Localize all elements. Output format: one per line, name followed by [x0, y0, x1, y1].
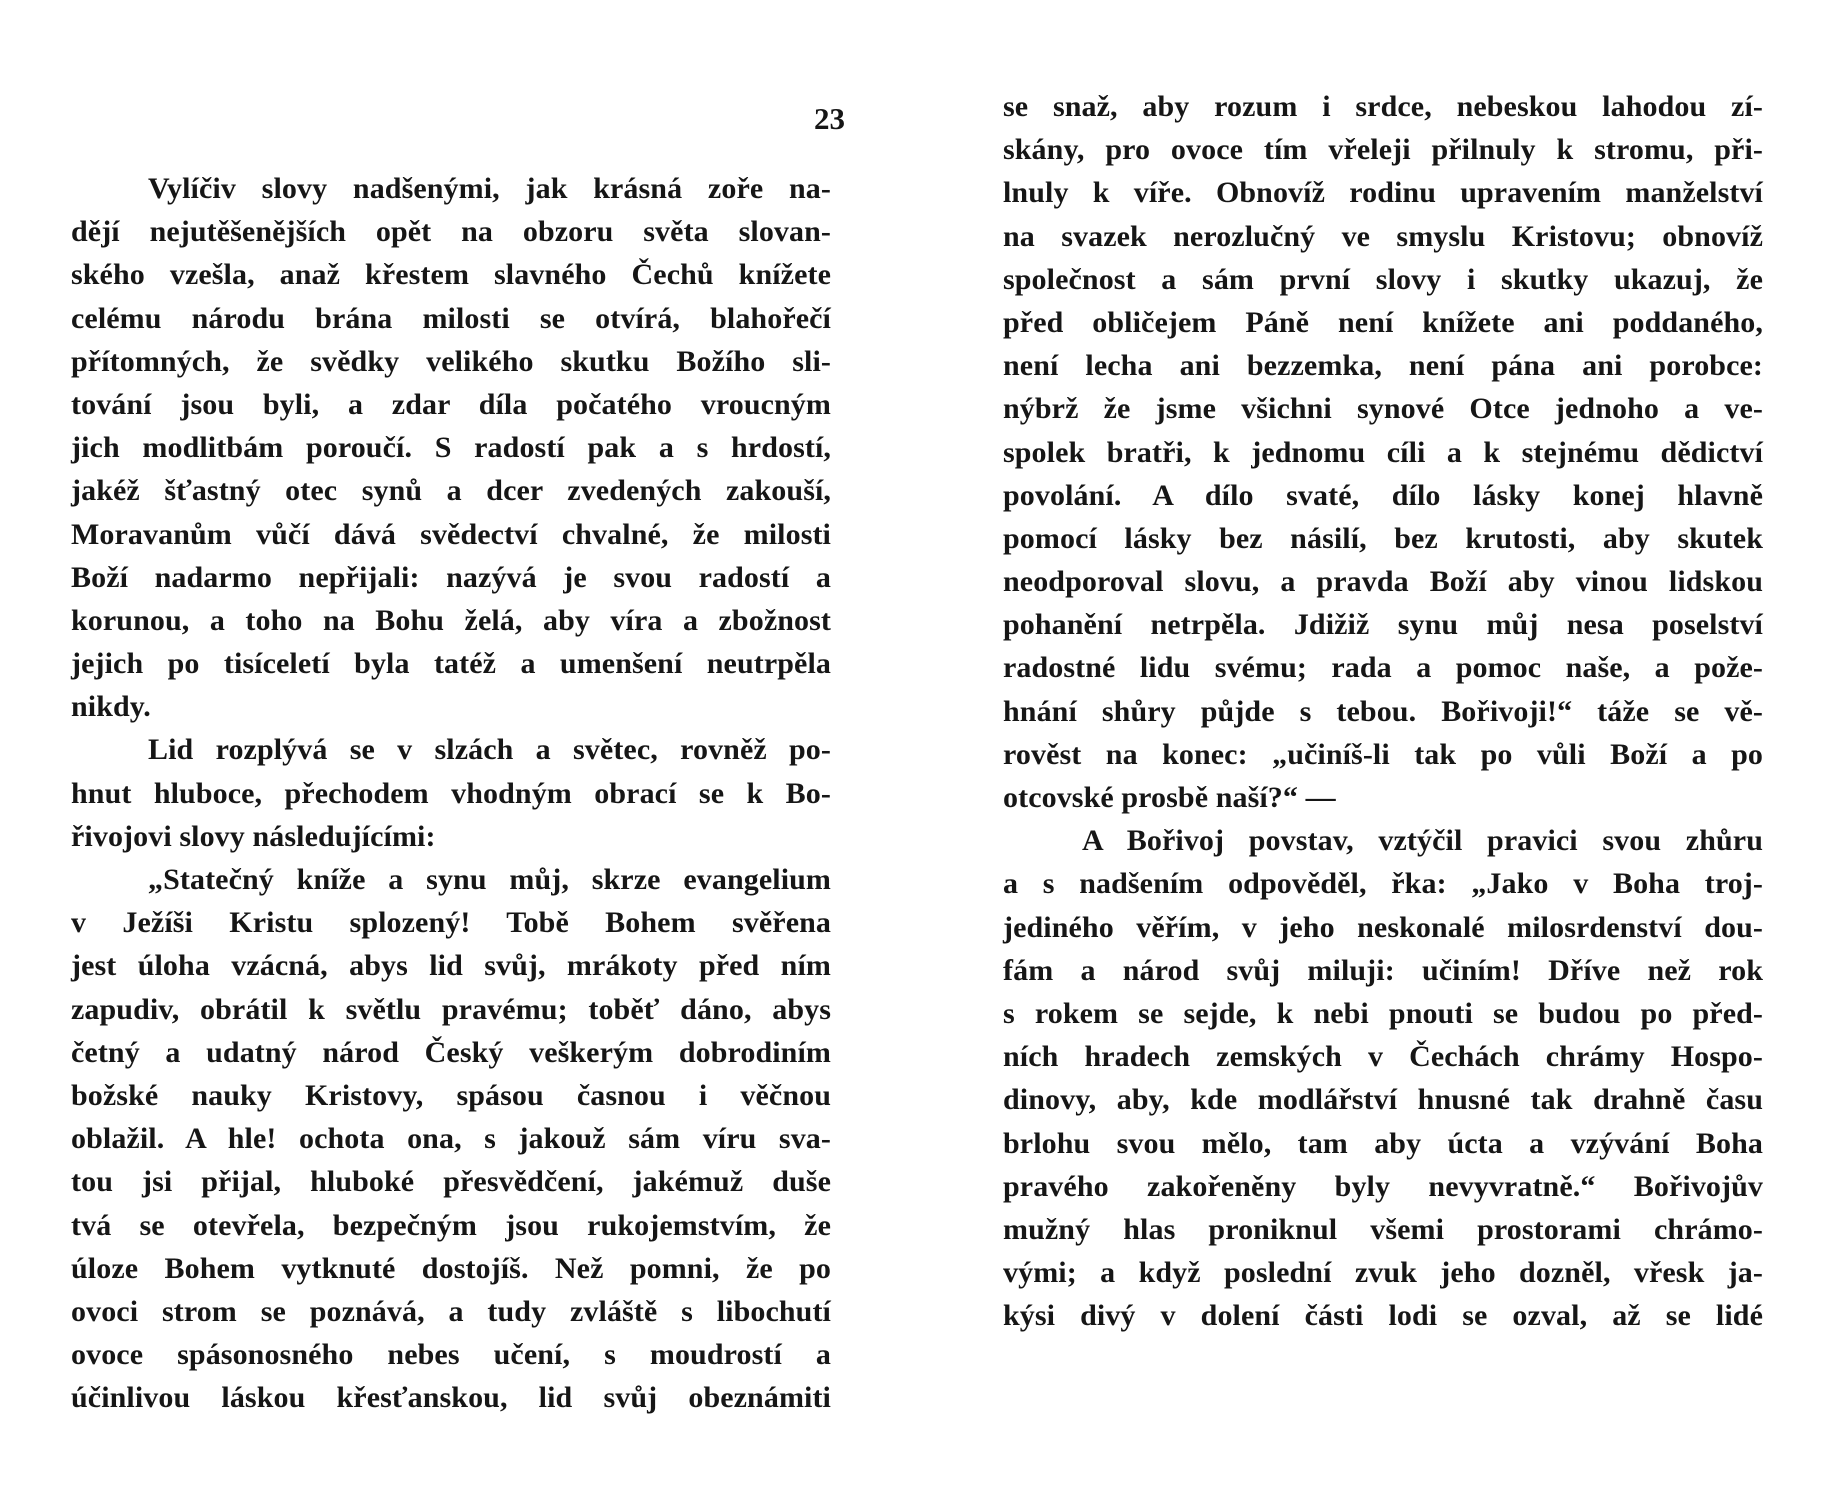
text-line: Moravanům vůčí dává svědectví chvalné, že milosti — [71, 517, 831, 551]
text-line: „Statečný kníže a synu můj, skrze evangelium — [148, 863, 831, 896]
text-line: pomocí lásky bez násilí, bez krutosti, aby skutek — [1003, 521, 1763, 555]
text-line: jakéž šťastný otec synů a dcer zvedených zakouší, — [71, 474, 831, 508]
text-line: povolání. A dílo svaté, dílo lásky konej hlavně — [1003, 478, 1763, 512]
text-line: oblažil. A hle! ochota ona, s jakouž sám víru sva- — [71, 1122, 831, 1156]
text-line: nikdy. — [71, 690, 151, 724]
text-line: a s nadšením odpověděl, řka: „Jako v Boha troj- — [1003, 867, 1763, 901]
text-line: Vylíčiv slovy nadšenými, jak krásná zoře na- — [148, 172, 831, 205]
text-line: úloze Bohem vytknuté dostojíš. Než pomni, že po — [71, 1251, 831, 1285]
text-line: mužný hlas proniknul všemi prostorami chrámo- — [1003, 1212, 1763, 1246]
left-page-text — [71, 167, 831, 1419]
text-line: před obličejem Páně není knížete ani poddaného, — [1003, 305, 1763, 339]
text-line: hnut hluboce, přechodem vhodným obrací se k Bo- — [71, 776, 831, 810]
text-line: není lecha ani bezzemka, není pána ani porobce: — [1003, 349, 1763, 383]
text-line: v Ježíši Kristu splozený! Tobě Bohem svěřena — [71, 906, 831, 940]
text-line: vými; a když poslední zvuk jeho dozněl, vřesk ja- — [1003, 1256, 1763, 1290]
page-number: 23 — [814, 101, 845, 136]
text-line: hnání shůry půjde s tebou. Bořivoji!“ táže se vě- — [1003, 694, 1763, 728]
text-line: ského vzešla, anaž křestem slavného Čechů knížete — [71, 258, 831, 292]
text-line: pohanění netrpěla. Jdižiž synu můj nesa poselství — [1003, 608, 1763, 642]
text-line: fám a národ svůj miluji: učiním! Dříve než rok — [1003, 953, 1763, 987]
text-line: zapudiv, obrátil k světlu pravému; toběť dáno, abys — [71, 992, 831, 1026]
text-line: tvá se otevřela, bezpečným jsou rukojemstvím, že — [71, 1208, 831, 1242]
text-line: tou jsi přijal, hluboké přesvědčení, jakémuž duše — [71, 1165, 831, 1199]
text-line: s rokem se sejde, k nebi pnouti se budou po před- — [1003, 996, 1763, 1030]
text-line: otcovské prosbě naší?“ — — [1003, 781, 1336, 814]
text-line: pravého zakořeněny byly nevyvratně.“ Bořivojův — [1003, 1169, 1763, 1203]
text-line: ovoce spásonosného nebes učení, s moudrostí a — [71, 1338, 831, 1372]
text-line: se snaž, aby rozum i srdce, nebeskou lahodou zí- — [1003, 90, 1763, 123]
text-line: tování jsou byli, a zdar díla počatého vroucným — [71, 387, 831, 421]
text-line: božské nauky Kristovy, spásou časnou i věčnou — [71, 1078, 831, 1112]
text-line: řivojovi slovy následujícími: — [71, 819, 436, 853]
text-line: Boží nadarmo nepřijali: nazývá je svou radostí a — [71, 560, 831, 594]
text-line: nýbrž že jsme všichni synové Otce jednoho a ve- — [1003, 392, 1763, 426]
text-line: společnost a sám první slovy i skutky ukazuj, že — [1003, 262, 1763, 296]
text-line: dinovy, aby, kde modlářství hnusné tak drahně času — [1003, 1083, 1763, 1117]
text-line: jejich po tisíceletí byla tatéž a umenšení neutrpěla — [71, 647, 831, 681]
text-line: účinlivou láskou křesťanskou, lid svůj obeznámiti — [71, 1381, 831, 1415]
text-line: skány, pro ovoce tím vřeleji přilnuly k stromu, při- — [1003, 133, 1763, 167]
text-line: četný a udatný národ Český veškerým dobrodiním — [71, 1035, 831, 1069]
right-page-text — [1003, 85, 1763, 1337]
text-line: brlohu svou mělo, tam aby úcta a vzývání Boha — [1003, 1126, 1763, 1160]
text-line: korunou, a toho na Bohu želá, aby víra a zbožnost — [71, 603, 831, 637]
text-line: lnuly k víře. Obnovíž rodinu upravením manželství — [1003, 176, 1763, 210]
text-line: spolek bratři, k jednomu cíli a k stejnému dědictví — [1003, 435, 1763, 469]
text-line: radostné lidu svému; rada a pomoc naše, a požе- — [1003, 651, 1763, 685]
text-line: přítomných, že svědky velikého skutku Božího sli- — [71, 344, 831, 378]
text-line: jest úloha vzácná, abys lid svůj, mrákoty před ním — [71, 949, 831, 983]
text-line: A Bořivoj povstav, vztýčil pravici svou zhůru — [1082, 824, 1763, 858]
text-line: na svazek nerozlučný ve smyslu Kristovu; obnovíž — [1003, 219, 1763, 253]
text-line: ních hradech zemských v Čechách chrámy Hospo- — [1003, 1040, 1763, 1074]
text-line: celému národu brána milosti se otvírá, blahořečí — [71, 301, 831, 335]
text-line: kýsi divý v dolení části lodi se ozval, až se lidé — [1003, 1299, 1763, 1333]
text-line: jediného věřím, v jeho neskonalé milosrdenství dou- — [1003, 910, 1763, 944]
text-line: dějí nejutěšenějších opět na obzoru světa slovan- — [71, 215, 831, 249]
text-line: Lid rozplývá se v slzách a světec, rovněž po- — [148, 733, 831, 767]
text-line: rověst na konec: „učiníš-li tak po vůli Boží a po — [1003, 737, 1763, 771]
text-line: neodporoval slovu, a pravda Boží aby vinou lidskou — [1003, 565, 1763, 599]
text-line: jich modlitbám poroučí. S radostí pak a s hrdostí, — [71, 431, 831, 465]
text-line: ovoci strom se poznává, a tudy zvláště s libochutí — [71, 1294, 831, 1328]
